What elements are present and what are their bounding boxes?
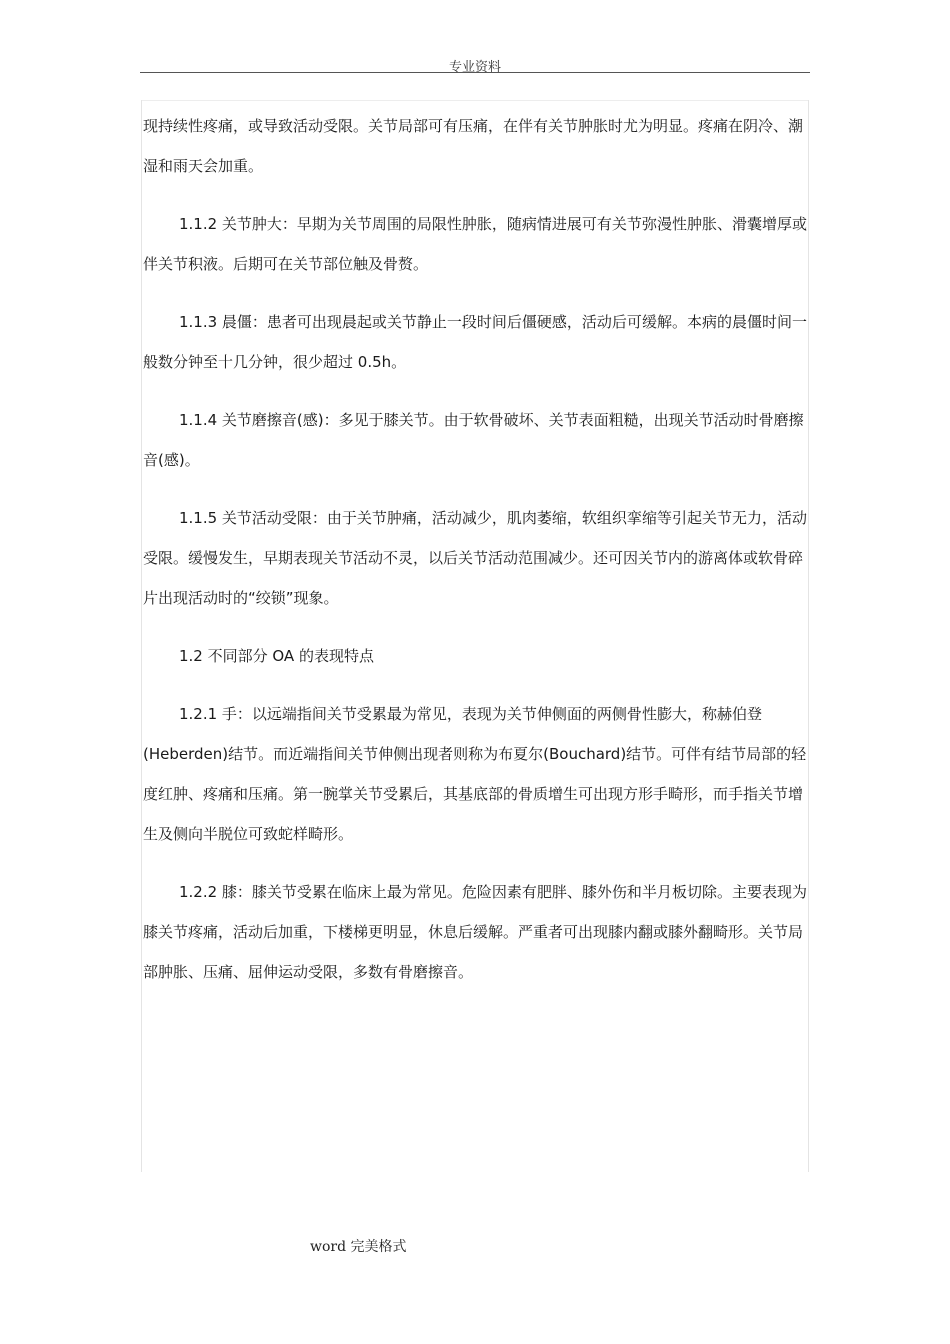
header-divider — [140, 72, 810, 73]
paragraph-1-2-2-knee: 1.2.2 膝：膝关节受累在临床上最为常见。危险因素有肥胖、膝外伤和半月板切除。主要表现为膝关节疼痛，活动后加重，下楼梯更明显，休息后缓解。严重者可出现膝内翻或膝外翻畸形。关节局部肿胀、压痛、屈伸运动受限，多数有骨磨擦音。 — [143, 883, 807, 981]
paragraph-1-1-4-joint-crepitus: 1.1.4 关节磨擦音(感)：多见于膝关节。由于软骨破坏、关节表面粗糙，出现关节活动时骨磨擦音(感)。 — [143, 411, 804, 469]
paragraph-1-2-1-hand: 1.2.1 手：以远端指间关节受累最为常见，表现为关节伸侧面的两侧骨性膨大，称赫伯登(Heberden)结节。而近端指间关节伸侧出现者则称为布夏尔(Bouchard)结节。可伴有结节局部的轻度红肿、疼痛和压痛。第一腕掌关节受累后，其基底部的骨质增生可出现方形手畸形，而手指关节增生及侧向半脱位可致蛇样畸形。 — [143, 705, 807, 843]
paragraph-1-1-5-limited-motion: 1.1.5 关节活动受限：由于关节肿痛，活动减少，肌肉萎缩，软组织挛缩等引起关节无力，活动受限。缓慢发生，早期表现关节活动不灵，以后关节活动范围减少。还可因关节内的游离体或软骨碎片出现活动时的“绞锁”现象。 — [143, 509, 807, 607]
text-frame-left-border — [141, 100, 142, 1172]
page-footer-text: word 完美格式 — [310, 1239, 407, 1255]
paragraph-1-1-3-morning-stiffness: 1.1.3 晨僵：患者可出现晨起或关节静止一段时间后僵硬感，活动后可缓解。本病的晨僵时间一般数分钟至十几分钟，很少超过 0.5h。 — [143, 313, 807, 371]
text-frame-top-border — [141, 100, 808, 101]
section-heading-1-2: 1.2 不同部分 OA 的表现特点 — [179, 647, 374, 665]
paragraph-continued-pain: 现持续性疼痛，或导致活动受限。关节局部可有压痛，在伴有关节肿胀时尤为明显。疼痛在阴冷、潮湿和雨天会加重。 — [143, 117, 804, 175]
document-body — [143, 106, 815, 1010]
paragraph-1-1-2-joint-swelling: 1.1.2 关节肿大：早期为关节周围的局限性肿胀，随病情进展可有关节弥漫性肿胀、滑囊增厚或伴关节积液。后期可在关节部位触及骨赘。 — [143, 215, 807, 273]
page-header-title: 专业资料 — [448, 60, 501, 75]
